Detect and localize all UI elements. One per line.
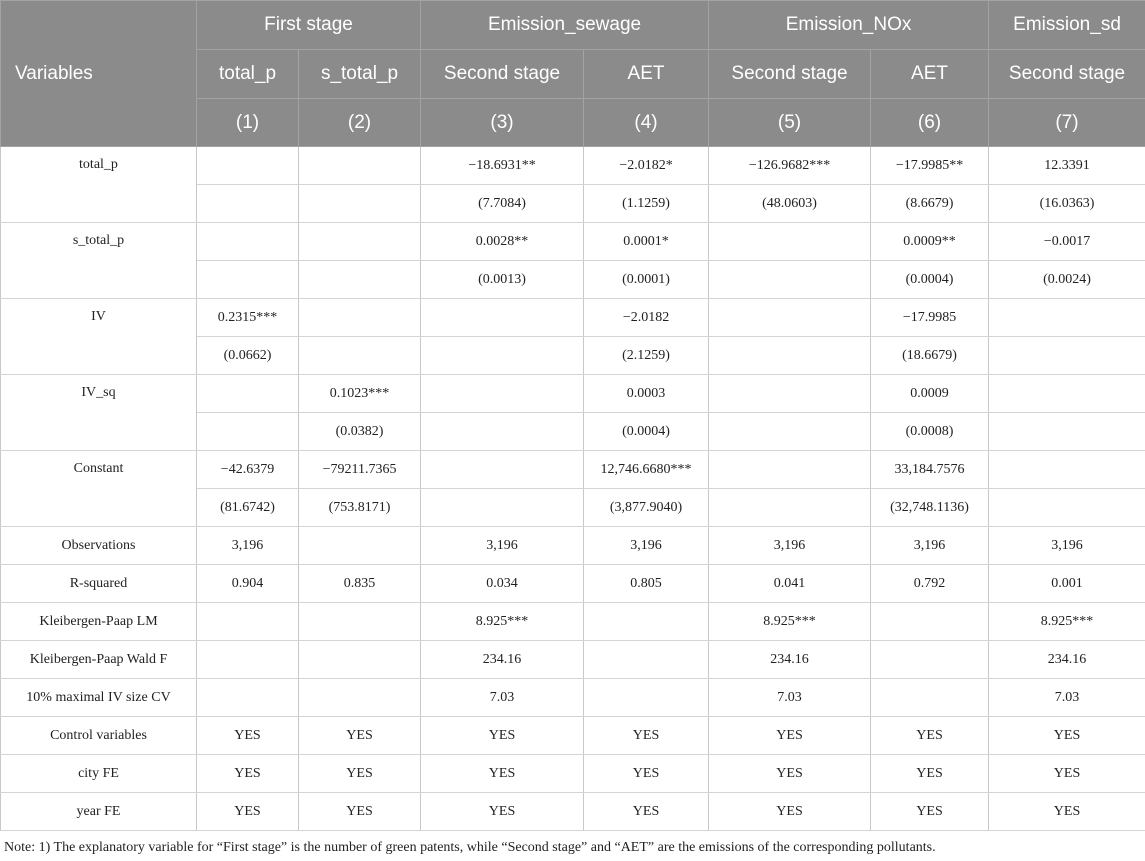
stat-cell: YES [197,755,299,793]
stat-row [1,793,1145,831]
coef-cell: −2.0182* [584,147,709,185]
stat-cell: 234.16 [989,641,1145,679]
coef-cell [299,223,421,261]
stat-cell [299,527,421,565]
coef-cell [989,299,1145,337]
stat-row [1,679,1145,717]
stat-cell: YES [197,793,299,831]
se-cell: (0.0382) [299,413,421,451]
se-cell: (32,748.1136) [871,489,989,527]
subhead-sewage-aet: AET [584,50,709,99]
coef-cell [299,147,421,185]
coef-cell: 12.3391 [989,147,1145,185]
se-cell: (0.0004) [871,261,989,299]
stat-cell [871,679,989,717]
stat-cell: 3,196 [197,527,299,565]
stat-cell: 8.925*** [709,603,871,641]
se-cell: (0.0001) [584,261,709,299]
coef-row [1,375,1145,413]
stat-label: Kleibergen-Paap Wald F [1,641,197,679]
table-note: Note: 1) The explanatory variable for “First stage” is the number of green patents, while “Second stage” and “AET” are the emissions of the corresponding pollutants. [4,840,936,855]
se-cell: (81.6742) [197,489,299,527]
stat-cell: 0.034 [421,565,584,603]
stat-cell: YES [421,717,584,755]
stat-cell: 0.792 [871,565,989,603]
col-number-1: (1) [197,99,299,147]
group-header-emission-nox: Emission_NOx [709,1,989,50]
se-cell [709,337,871,375]
stat-cell [197,679,299,717]
col-number-5: (5) [709,99,871,147]
stat-cell: YES [989,717,1145,755]
stat-label: R-squared [1,565,197,603]
col-number-7: (7) [989,99,1145,147]
stat-cell: YES [989,755,1145,793]
coef-cell: 0.0028** [421,223,584,261]
stat-cell [871,641,989,679]
subhead-sd-second-stage: Second stage [989,50,1145,99]
coef-cell [197,375,299,413]
stat-cell: 0.041 [709,565,871,603]
stat-label: city FE [1,755,197,793]
se-cell: (7.7084) [421,185,584,223]
se-cell [709,261,871,299]
stat-cell: 3,196 [989,527,1145,565]
se-cell [989,489,1145,527]
se-cell [197,413,299,451]
stat-cell: YES [584,717,709,755]
stat-cell: YES [299,793,421,831]
stat-cell [197,641,299,679]
se-cell [299,185,421,223]
se-cell [709,489,871,527]
stat-cell: YES [871,717,989,755]
stat-cell: YES [421,793,584,831]
stat-row [1,717,1145,755]
stat-cell: 3,196 [871,527,989,565]
coef-cell: 0.2315*** [197,299,299,337]
se-cell: (0.0004) [584,413,709,451]
subhead-s-total-p: s_total_p [299,50,421,99]
stat-cell: 7.03 [989,679,1145,717]
se-cell [989,413,1145,451]
table-header [1,1,1145,147]
stat-cell: 0.904 [197,565,299,603]
se-cell: (0.0008) [871,413,989,451]
stat-row [1,641,1145,679]
stat-row [1,565,1145,603]
group-header-emission-sd: Emission_sd [989,1,1145,50]
se-cell [197,185,299,223]
stat-row [1,603,1145,641]
coef-cell: −2.0182 [584,299,709,337]
se-cell: (16.0363) [989,185,1145,223]
subhead-nox-second-stage: Second stage [709,50,871,99]
stat-cell: YES [299,717,421,755]
stat-cell: 7.03 [421,679,584,717]
stat-cell: YES [871,793,989,831]
stat-cell: 8.925*** [421,603,584,641]
stat-cell [584,641,709,679]
coef-cell: 0.0003 [584,375,709,413]
col-number-3: (3) [421,99,584,147]
subhead-nox-aet: AET [871,50,989,99]
coef-cell: −126.9682*** [709,147,871,185]
coef-row [1,223,1145,261]
stat-cell: YES [421,755,584,793]
coef-cell [299,299,421,337]
coef-cell: −17.9985 [871,299,989,337]
se-cell [421,337,584,375]
se-cell [299,337,421,375]
table-body [1,147,1145,831]
coef-cell: 33,184.7576 [871,451,989,489]
se-cell: (3,877.9040) [584,489,709,527]
coef-cell: −79211.7365 [299,451,421,489]
row-label: s_total_p [1,223,197,299]
se-cell: (0.0024) [989,261,1145,299]
se-cell [421,489,584,527]
row-label: IV_sq [1,375,197,451]
coef-cell [197,223,299,261]
subhead-sewage-second-stage: Second stage [421,50,584,99]
stat-label: 10% maximal IV size CV [1,679,197,717]
coef-row [1,299,1145,337]
group-header-emission-sewage: Emission_sewage [421,1,709,50]
stat-cell: 8.925*** [989,603,1145,641]
stat-cell [584,603,709,641]
stat-label: Control variables [1,717,197,755]
stat-label: year FE [1,793,197,831]
stat-label: Kleibergen-Paap LM [1,603,197,641]
stat-cell: 3,196 [421,527,584,565]
se-cell: (0.0013) [421,261,584,299]
group-header-first-stage: First stage [197,1,421,50]
coef-cell [709,299,871,337]
se-cell [421,413,584,451]
coef-cell [421,375,584,413]
stat-cell: 3,196 [584,527,709,565]
stat-cell: YES [871,755,989,793]
stat-cell: YES [584,755,709,793]
col-number-6: (6) [871,99,989,147]
coef-cell: −18.6931** [421,147,584,185]
coef-cell: 0.0009** [871,223,989,261]
se-cell: (1.1259) [584,185,709,223]
coef-cell: −0.0017 [989,223,1145,261]
stat-cell: YES [989,793,1145,831]
stat-cell: 234.16 [421,641,584,679]
stat-cell: YES [709,793,871,831]
subhead-total-p: total_p [197,50,299,99]
stat-cell: 0.835 [299,565,421,603]
col-number-2: (2) [299,99,421,147]
stat-cell [299,679,421,717]
coef-row [1,451,1145,489]
stat-cell: 0.001 [989,565,1145,603]
stat-cell: YES [709,717,871,755]
coef-cell [197,147,299,185]
se-cell: (8.6679) [871,185,989,223]
se-cell [709,413,871,451]
se-cell [299,261,421,299]
coef-cell: 0.1023*** [299,375,421,413]
coef-cell [421,451,584,489]
stat-cell: YES [709,755,871,793]
se-cell: (0.0662) [197,337,299,375]
coef-cell [989,375,1145,413]
coef-cell [421,299,584,337]
stat-cell: YES [299,755,421,793]
se-cell [197,261,299,299]
col-number-4: (4) [584,99,709,147]
coef-cell: −17.9985** [871,147,989,185]
stat-cell [197,603,299,641]
stat-cell: 3,196 [709,527,871,565]
stat-cell [299,603,421,641]
coef-cell: 12,746.6680*** [584,451,709,489]
stat-cell [871,603,989,641]
coef-cell [709,375,871,413]
stat-row [1,755,1145,793]
coef-cell: −42.6379 [197,451,299,489]
coef-cell [989,451,1145,489]
se-cell: (2.1259) [584,337,709,375]
coef-row [1,147,1145,185]
variables-header: Variables [1,1,197,147]
stat-label: Observations [1,527,197,565]
se-cell: (48.0603) [709,185,871,223]
stat-cell [299,641,421,679]
coef-cell [709,451,871,489]
coef-cell: 0.0001* [584,223,709,261]
coef-cell [709,223,871,261]
stat-cell: 234.16 [709,641,871,679]
stat-cell: 7.03 [709,679,871,717]
se-cell: (18.6679) [871,337,989,375]
stat-cell: YES [584,793,709,831]
stat-row [1,527,1145,565]
stat-cell [584,679,709,717]
stat-cell: 0.805 [584,565,709,603]
stat-cell: YES [197,717,299,755]
row-label: Constant [1,451,197,527]
row-label: IV [1,299,197,375]
se-cell [989,337,1145,375]
se-cell: (753.8171) [299,489,421,527]
coef-cell: 0.0009 [871,375,989,413]
row-label: total_p [1,147,197,223]
